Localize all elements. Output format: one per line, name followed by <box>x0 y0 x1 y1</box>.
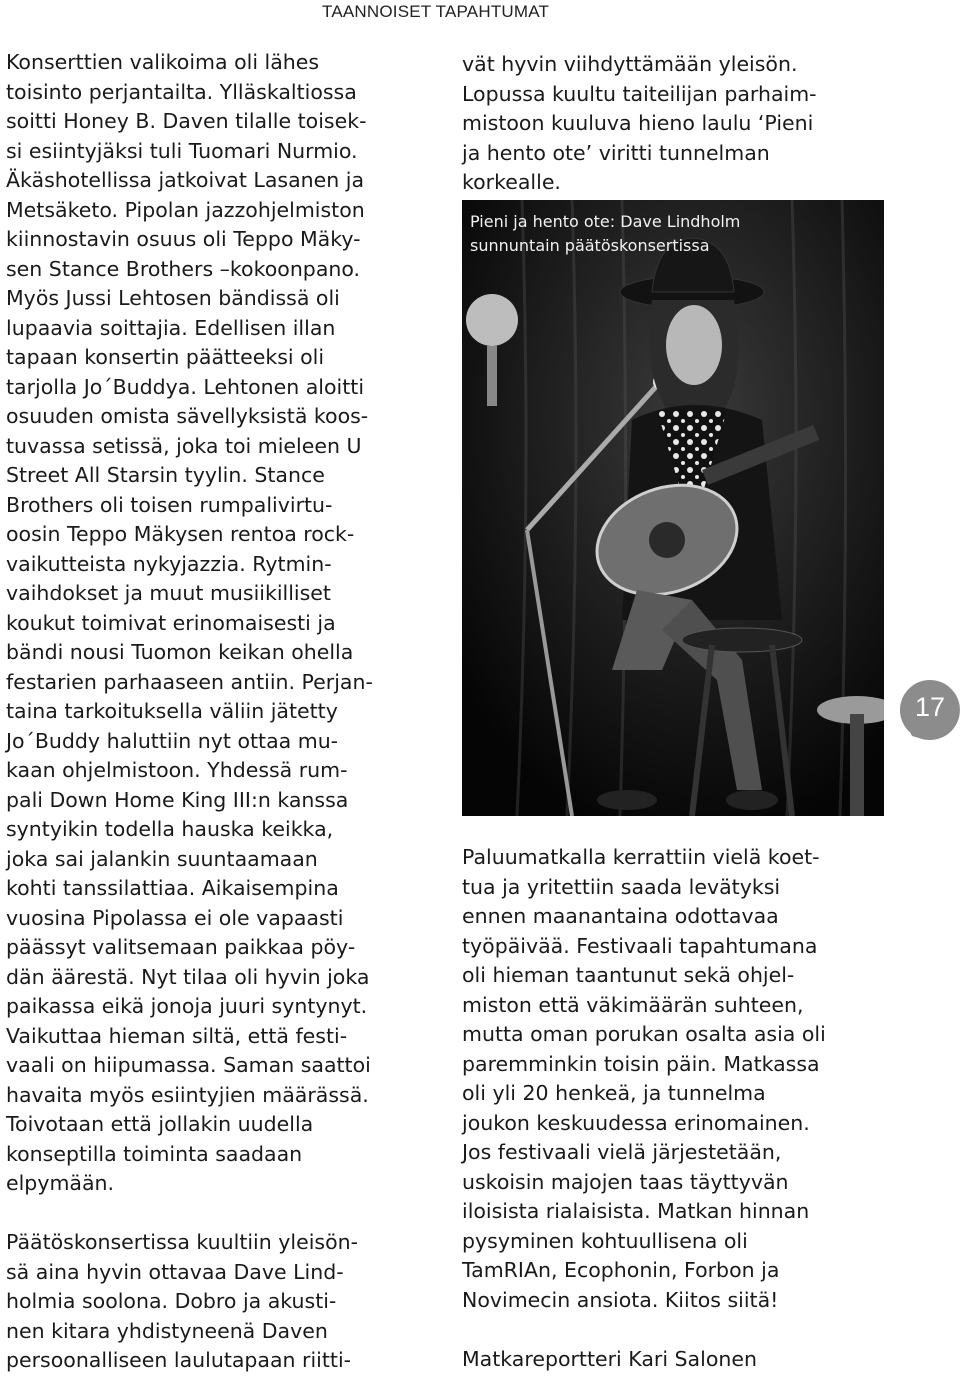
text-line: iloisista rialaisista. Matkan hinnan <box>462 1199 810 1223</box>
text-line: Metsäketo. Pipolan jazzohjelmiston <box>6 197 365 222</box>
text-line: paremminkin toisin päin. Matkassa <box>462 1051 820 1076</box>
reporter-credit: Matkareportteri Kari Salonen <box>462 1346 757 1371</box>
text-line: nen kitara yhdistyneenä Daven <box>6 1318 328 1343</box>
text-line: Jo´Buddy haluttiin nyt ottaa mu- <box>6 728 339 753</box>
text-line: oli yli 20 henkeä, ja tunnelma <box>462 1081 766 1105</box>
text-line: tarjolla Jo´Buddya. Lehtonen aloitti <box>6 374 365 399</box>
text-line: pysyminen kohtuullisena oli <box>462 1228 748 1253</box>
article-paragraph <box>462 843 892 1315</box>
text-line: vuosina Pipolassa ei ole vapaasti <box>6 905 344 930</box>
text-line: tuvassa setissä, joka toi mieleen U <box>6 433 362 458</box>
text-line: konseptilla toiminta saadaan <box>6 1141 303 1166</box>
text-line: kohti tanssilattiaa. Aikaisempina <box>6 876 339 900</box>
text-line: Jos festivaali vielä järjestetään, <box>462 1140 782 1164</box>
text-line: joukon keskuudessa erinomainen. <box>462 1110 810 1135</box>
concert-photo <box>462 200 884 816</box>
performer-photo-illustration <box>462 200 884 816</box>
text-line: lupaavia soittajia. Edellisen illan <box>6 315 336 340</box>
text-line: Brothers oli toisen rumpalivirtu- <box>6 492 333 517</box>
text-line: vät hyvin viihdyttämään yleisön. <box>462 52 798 76</box>
text-line: havaita myös esiintyjien määrässä. <box>6 1082 369 1107</box>
text-line: paikassa eikä jonoja juuri syntynyt. <box>6 994 368 1018</box>
text-line: koukut toimivat erinomaisesti ja <box>6 610 336 635</box>
text-line: festarien parhaaseen antiin. Perjan- <box>6 669 373 694</box>
article-paragraph <box>6 48 426 1199</box>
text-line: sen Stance Brothers –kokoonpano. <box>6 256 361 281</box>
text-line: elpymään. <box>6 1171 115 1195</box>
text-line: mistoon kuuluva hieno laulu ‘Pieni <box>462 111 814 135</box>
photo-caption <box>470 210 870 258</box>
text-line: TamRIAn, Ecophonin, Forbon ja <box>462 1258 780 1282</box>
text-line: soitti Honey B. Daven tilalle toisek- <box>6 109 367 133</box>
text-line: Konserttien valikoima oli lähes <box>6 50 320 74</box>
text-line: Street All Starsin tyylin. Stance <box>6 463 325 487</box>
text-line: Paluumatkalla kerrattiin vielä koet- <box>462 845 820 869</box>
article-column-left <box>6 48 426 1376</box>
text-line: miston että väkimäärän suhteen, <box>462 992 804 1017</box>
text-line: joka sai jalankin suuntaamaan <box>6 846 318 871</box>
text-line: työpäivää. Festivaali tapahtumana <box>462 933 818 958</box>
text-line: tua ja yritettiin saada levätyksi <box>462 874 781 899</box>
text-line: Päätöskonsertissa kuultiin yleisön- <box>6 1230 359 1254</box>
article-paragraph <box>6 1228 426 1376</box>
text-line: syntyikin todella hauska keikka, <box>6 817 334 841</box>
text-line: Vaikuttaa hieman siltä, että festi- <box>6 1023 348 1048</box>
text-line: uskoisin majojen taas täyttyvän <box>462 1169 789 1194</box>
article-paragraph <box>462 50 892 198</box>
article-column-right-top <box>462 50 892 198</box>
text-line: päässyt valitsemaan paikkaa pöy- <box>6 935 356 959</box>
caption-line: Pieni ja hento ote: Dave Lindholm <box>470 212 741 231</box>
text-line: bändi nousi Tuomon keikan ohella <box>6 640 354 664</box>
text-line: Toivotaan että jollakin uudella <box>6 1112 314 1136</box>
caption-line: sunnuntain päätöskonsertissa <box>470 236 710 255</box>
text-line: vaikutteista nykyjazzia. Rytmin- <box>6 551 332 576</box>
text-line: oosin Teppo Mäkysen rentoa rock- <box>6 522 355 546</box>
section-label: TAANNOISET TAPAHTUMAT <box>322 2 550 21</box>
text-line: persoonalliseen laulutapaan riitti- <box>6 1348 352 1372</box>
text-line: pali Down Home King III:n kanssa <box>6 787 349 812</box>
text-line: oli hieman taantunut sekä ohjel- <box>462 963 795 987</box>
text-line: sä aina hyvin ottavaa Dave Lind- <box>6 1259 344 1284</box>
text-line: dän äärestä. Nyt tilaa oli hyvin joka <box>6 964 370 989</box>
text-line: kaan ohjelmistoon. Yhdessä rum- <box>6 758 348 782</box>
text-line: si esiintyjäksi tuli Tuomari Nurmio. <box>6 138 358 163</box>
text-line: mutta oman porukan osalta asia oli <box>462 1022 826 1046</box>
text-line: Lopussa kuultu taiteilijan parhaim- <box>462 81 817 106</box>
text-line: Äkäshotellissa jatkoivat Lasanen ja <box>6 168 365 192</box>
page-number: 17 <box>914 692 946 722</box>
text-line: kiinnostavin osuus oli Teppo Mäky- <box>6 227 361 251</box>
text-line: holmia soolona. Dobro ja akusti- <box>6 1289 337 1313</box>
text-line: tapaan konsertin päätteeksi oli <box>6 345 325 369</box>
text-line: Myös Jussi Lehtosen bändissä oli <box>6 286 340 310</box>
text-line: ja hento ote’ viritti tunnelman <box>462 140 770 165</box>
text-line: vaihdokset ja muut musiikilliset <box>6 581 331 605</box>
text-line: Novimecin ansiota. Kiitos siitä! <box>462 1287 779 1312</box>
text-line: toisinto perjantailta. Ylläskaltiossa <box>6 79 357 104</box>
text-line: korkealle. <box>462 170 561 194</box>
text-line: ennen maanantaina odottavaa <box>462 904 779 928</box>
article-column-right-bottom <box>462 843 892 1374</box>
text-line: taina tarkoituksella väliin jätetty <box>6 699 338 723</box>
text-line: osuuden omista sävellyksistä koos- <box>6 404 369 428</box>
text-line: vaali on hiipumassa. Saman saattoi <box>6 1053 371 1077</box>
